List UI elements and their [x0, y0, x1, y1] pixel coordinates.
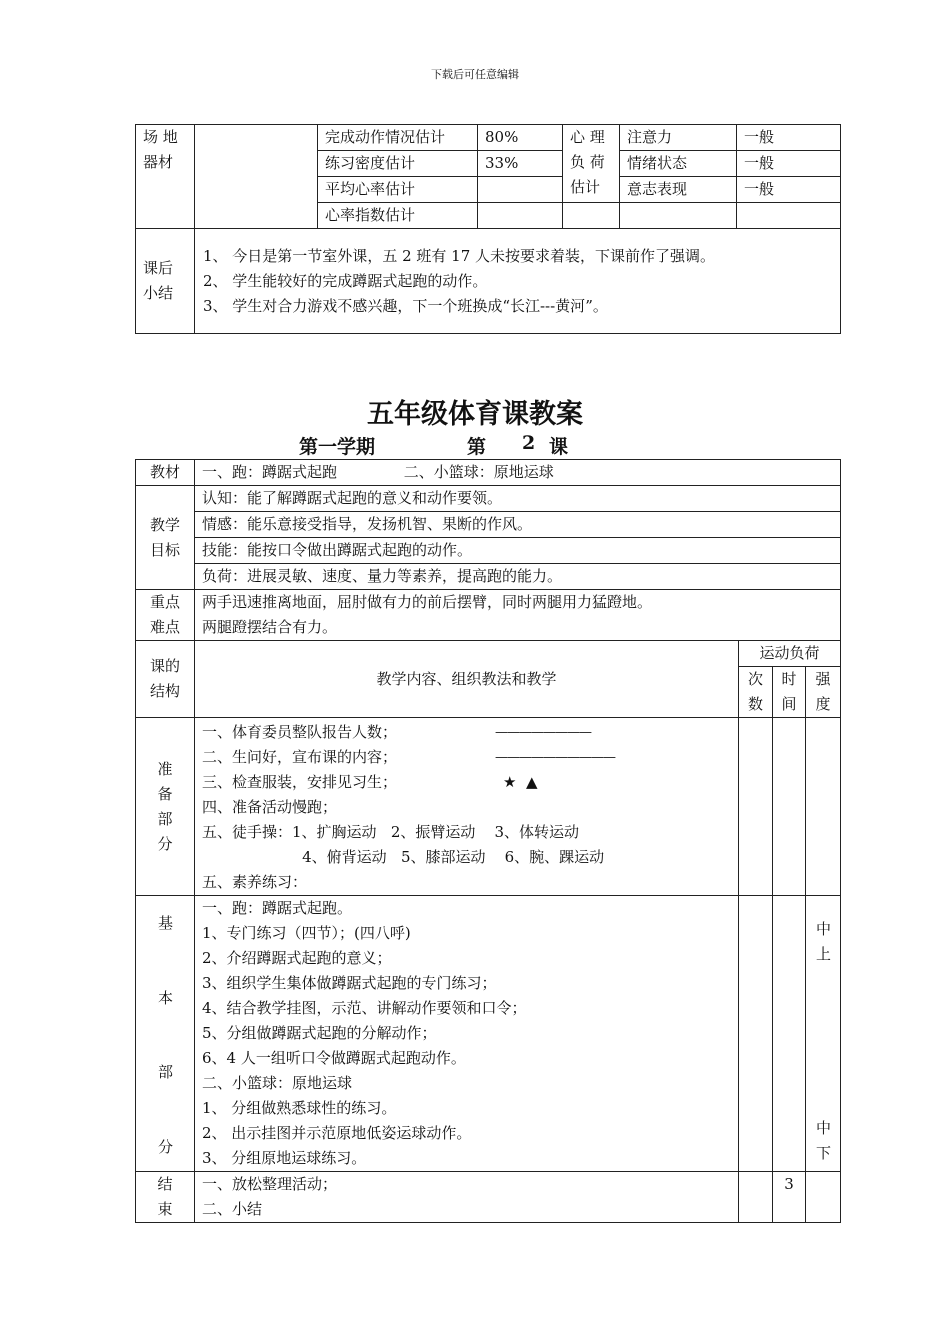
load-time-header: 时 间	[773, 667, 806, 718]
end-line: 二、小结	[202, 1200, 263, 1218]
main-line: 2、介绍蹲踞式起跑的意义；	[202, 949, 392, 967]
main-label-char: 本	[157, 989, 173, 1007]
prep-content	[195, 718, 739, 896]
main-line: 1、专门练习（四节）；(四八呼)	[202, 924, 411, 942]
venue-value	[195, 125, 318, 229]
prep-line: 四、准备活动慢跑；	[202, 798, 338, 816]
lesson-ke: 课	[549, 436, 569, 458]
estimate-label: 练习密度估计	[318, 151, 478, 177]
estimate-value: 80%	[478, 125, 563, 151]
goals-label: 教学 目标	[136, 486, 195, 590]
psych-label: 心 理 负 荷 估计	[563, 125, 620, 203]
psych-item-label: 情绪状态	[620, 151, 737, 177]
main-line: 6、4 人一组听口令做蹲踞式起跑动作。	[202, 1049, 466, 1067]
summary-content	[195, 229, 841, 334]
semester: 第一学期	[299, 436, 376, 458]
main-line: 3、 分组原地运球练习。	[202, 1149, 367, 1167]
lesson-plan-table	[135, 459, 841, 1223]
venue-label: 场 地 器材	[136, 125, 195, 229]
goal-item: 情感：能乐意接受指导，发扬机智、果断的作风。	[195, 512, 841, 538]
psych-item-value	[737, 203, 841, 229]
header-note: 下载后可任意编辑	[431, 68, 519, 81]
goal-item: 负荷：进展灵敏、速度、量力等素养，提高跑的能力。	[195, 564, 841, 590]
estimate-value	[478, 203, 563, 229]
end-content	[195, 1172, 739, 1223]
summary-line: 1、 今日是第一节室外课，五 2 班有 17 人未按要求着装，下课前作了强调。	[203, 246, 716, 265]
material-label: 教材	[136, 460, 195, 486]
main-time	[773, 896, 806, 1172]
main-line: 4、结合教学挂图，示范、讲解动作要领和口令；	[202, 999, 527, 1017]
summary-label: 课后 小结	[136, 229, 195, 334]
psych-item-value: 一般	[737, 125, 841, 151]
main-line: 5、分组做蹲踞式起跑的分解动作；	[202, 1024, 437, 1042]
load-count-header: 次 数	[739, 667, 773, 718]
main-line: 1、 分组做熟悉球性的练习。	[202, 1099, 397, 1117]
end-intensity	[806, 1172, 841, 1223]
prep-intensity	[806, 718, 841, 896]
lesson-number: 2	[522, 432, 536, 454]
summary-line: 2、 学生能较好的完成蹲踞式起跑的动作。	[203, 271, 488, 290]
end-count	[739, 1172, 773, 1223]
prep-line: 4、俯背运动 5、膝部运动 6、腕、踝运动	[202, 848, 605, 866]
material-content: 一、跑：蹲踞式起跑 二、小篮球：原地运球	[195, 460, 841, 486]
main-label	[136, 896, 195, 1172]
main-line: 二、小篮球：原地运球	[202, 1074, 353, 1092]
psych-item-label: 意志表现	[620, 177, 737, 203]
structure-label: 课的 结构	[136, 641, 195, 718]
prep-line: 五、徒手操：1、扩胸运动 2、振臂运动 3、体转运动	[202, 823, 580, 841]
load-intensity-header: 强 度	[806, 667, 841, 718]
estimate-value: 33%	[478, 151, 563, 177]
estimate-label: 心率指数估计	[318, 203, 478, 229]
main-line: 一、跑：蹲踞式起跑。	[202, 899, 353, 917]
lesson-di: 第	[467, 436, 487, 458]
psych-item-label	[620, 203, 737, 229]
prep-time	[773, 718, 806, 896]
key-content	[195, 590, 841, 641]
prep-count	[739, 718, 773, 896]
key-line: 两手迅速推离地面，屈肘做有力的前后摆臂，同时两腿用力猛蹬地。	[202, 593, 653, 611]
formation-line-1: ————————	[495, 725, 591, 740]
estimate-value	[478, 177, 563, 203]
formation-line-2: ——————————	[495, 750, 615, 765]
main-line: 3、组织学生集体做蹲踞式起跑的专门练习；	[202, 974, 497, 992]
intensity-upper: 中 上	[815, 920, 831, 963]
prep-line: 二、生问好，宣布课的内容；	[202, 748, 398, 766]
prep-line: 三、检查服装，安排见习生；	[202, 773, 398, 791]
summary-line: 3、 学生对合力游戏不感兴趣，下一个班换成“长江---黄河”。	[203, 296, 608, 315]
main-label-char: 部	[157, 1063, 173, 1081]
intensity-lower: 中 下	[815, 1119, 831, 1162]
key-line: 两腿蹬摆结合有力。	[202, 618, 338, 636]
psych-item-label: 注意力	[620, 125, 737, 151]
prep-label: 准 备 部 分	[136, 718, 195, 896]
estimate-label: 平均心率估计	[318, 177, 478, 203]
goal-item: 技能：能按口令做出蹲踞式起跑的动作。	[195, 538, 841, 564]
goal-item: 认知：能了解蹲踞式起跑的意义和动作要领。	[195, 486, 841, 512]
formation-symbols: ★ ▲	[503, 773, 538, 791]
main-label-char: 基	[157, 914, 173, 932]
main-count	[739, 896, 773, 1172]
prep-line: 一、体育委员整队报告人数；	[202, 723, 398, 741]
end-line: 一、放松整理活动；	[202, 1175, 338, 1193]
prep-line: 五、素养练习：	[202, 873, 308, 891]
estimate-label: 完成动作情况估计	[318, 125, 478, 151]
load-header: 运动负荷	[739, 641, 841, 667]
page-title: 五年级体育课教案	[367, 399, 583, 430]
end-label: 结 束	[136, 1172, 195, 1223]
main-line: 2、 出示挂图并示范原地低姿运球动作。	[202, 1124, 472, 1142]
evaluation-table	[135, 124, 841, 334]
main-intensity	[806, 896, 841, 1172]
main-label-char: 分	[157, 1138, 173, 1156]
main-content	[195, 896, 739, 1172]
end-time: 3	[773, 1172, 806, 1223]
key-label: 重点 难点	[136, 590, 195, 641]
psych-empty	[563, 203, 620, 229]
psych-item-value: 一般	[737, 151, 841, 177]
psych-item-value: 一般	[737, 177, 841, 203]
content-header: 教学内容、组织教法和教学	[195, 641, 739, 718]
